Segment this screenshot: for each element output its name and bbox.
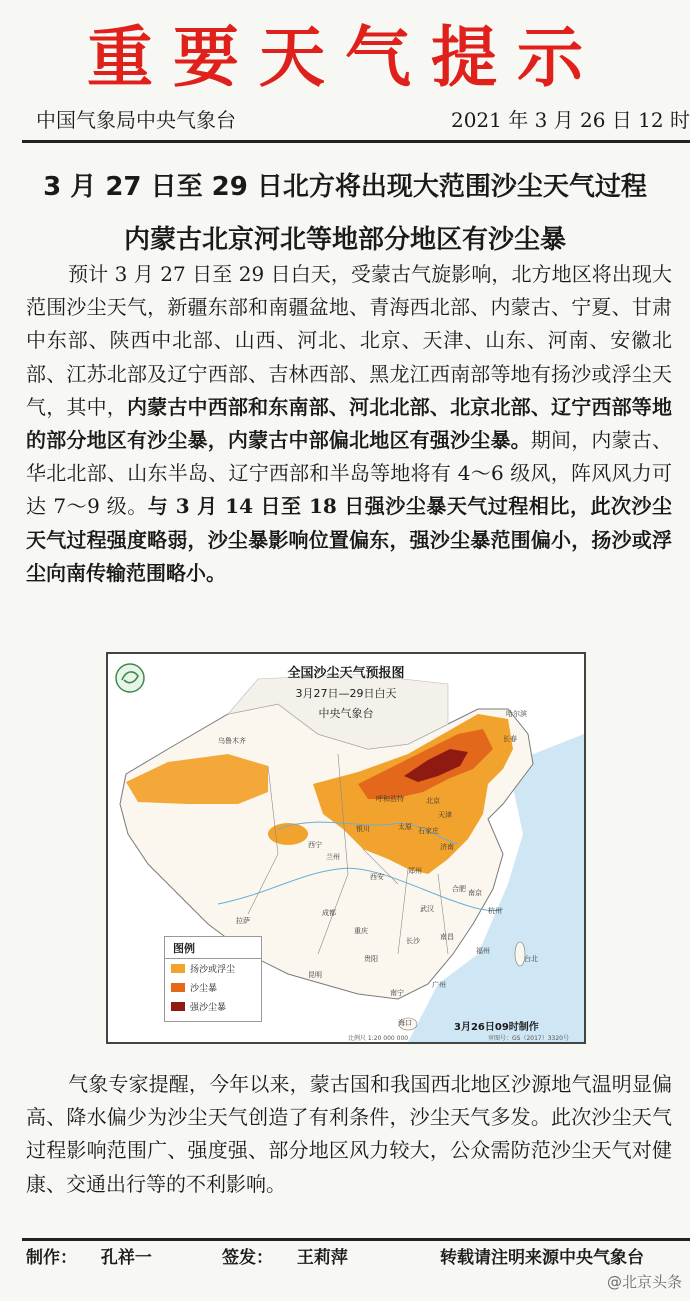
city-label: 长沙 [406,937,420,945]
city-label: 杭州 [488,907,502,915]
author-block [26,1243,152,1268]
city-label: 哈尔滨 [506,710,527,718]
legend-swatch [171,964,185,973]
signer-name: 王莉萍 [296,1248,348,1268]
city-label: 太原 [398,823,412,831]
map-scale: 比例尺 1:20 000 000 [348,1035,409,1042]
legend-item [165,959,261,978]
city-label: 广州 [432,981,446,989]
city-label: 合肥 [452,885,466,893]
city-label: 西宁 [308,841,322,849]
city-label: 昆明 [308,971,322,979]
author-label: 制作： [26,1248,77,1268]
header-divider [22,140,690,143]
dust-forecast-map [106,652,586,1044]
city-label: 南京 [468,889,482,897]
city-label: 武汉 [420,905,434,913]
legend-label: 强沙尘暴 [190,1003,227,1013]
reprint-notice: 转载请注明来源中央气象台 [440,1248,644,1268]
expert-advice-paragraph [26,1068,672,1201]
map-title: 全国沙尘天气预报图 [287,666,405,681]
city-label: 天津 [438,811,452,819]
city-label: 呼和浩特 [376,795,404,803]
legend-label: 扬沙或浮尘 [190,965,236,975]
city-label: 海口 [398,1019,412,1027]
city-label: 银川 [356,825,370,833]
forecast-paragraph [26,258,672,590]
footer-divider [22,1238,690,1241]
forecast-text-3: 期间，内蒙古、华北北部、山东半岛、辽宁西部和半岛等地将有 4～6 级风，阵风风力可达 7～9 级。 [26,428,673,519]
headline-sub: 内蒙古北京河北等地部分地区有沙尘暴 [123,225,566,255]
page-title: 重要天气提示 [87,19,603,96]
legend-swatch [171,983,185,992]
signer-block [222,1243,348,1268]
map-agency: 中央气象台 [318,707,374,720]
forecast-text-1: 预计 3 月 27 日至 29 日白天，受蒙古气旋影响，北方地区将出现大范围沙尘天气，新疆东部和南疆盆地、青海西北部、内蒙古、宁夏、甘肃中东部、陕西中北部、山西、河北、北京、天津、山东、河南、安徽北部、江苏北部及辽宁西部、吉林西部、黑龙江西南部等地有扬沙或浮尘天气，其中， [26,262,672,419]
author-name: 孔祥一 [100,1248,152,1268]
watermark: @北京头条 [606,1273,682,1291]
signer-label: 签发： [222,1248,273,1268]
city-label: 郑州 [408,867,422,875]
issuing-agency: 中国气象局中央气象台 [36,108,236,132]
expert-advice-text: 气象专家提醒，今年以来，蒙古国和我国西北地区沙源地气温明显偏高、降水偏少为沙尘天气创造了有利条件，沙尘天气多发。此次沙尘天气过程影响范围广、强度强、部分地区风力较大，公众需防范沙尘天气对健康、交通出行等的不利影响。 [26,1072,672,1196]
city-label: 成都 [322,909,336,917]
city-label: 拉萨 [236,917,250,925]
forecast-text-4: 与 3 月 14 日至 18 日强沙尘暴天气过程相比，此次沙尘天气过程强度略弱，沙尘暴影响位置偏东，强沙尘暴范围偏小，扬沙或浮尘向南传输范围略小。 [26,494,673,585]
issue-time: 2021 年 3 月 26 日 12 时 [450,108,690,132]
city-label: 重庆 [354,927,368,935]
map-approval-number: 审图号：GS（2017）3320号 [488,1035,569,1042]
city-label: 石家庄 [418,827,439,835]
forecast-text-2: 内蒙古中西部和东南部、河北北部、北京北部、辽宁西部等地的部分地区有沙尘暴，内蒙古中部偏北地区有强沙尘暴。 [26,394,673,453]
legend-item [165,997,261,1016]
city-label: 北京 [426,797,440,805]
city-label: 长春 [503,735,517,743]
legend-label: 沙尘暴 [190,984,218,994]
map-made-time: 3月26日09时制作 [454,1022,539,1033]
city-label: 福州 [476,947,490,955]
city-label: 济南 [440,843,454,851]
map-period: 3月27日—29日白天 [295,687,397,700]
city-label: 兰州 [326,853,340,861]
city-label: 台北 [524,955,538,963]
legend-title: 图例 [165,937,261,959]
city-label: 贵阳 [364,955,378,963]
city-label: 乌鲁木齐 [218,737,246,745]
map-legend [164,936,262,1022]
legend-swatch [171,1002,185,1011]
legend-item [165,978,261,997]
city-label: 西安 [370,873,384,881]
headline-main: 3 月 27 日至 29 日北方将出现大范围沙尘天气过程 [43,172,647,202]
city-label: 南宁 [390,989,404,997]
city-label: 南昌 [440,933,454,941]
